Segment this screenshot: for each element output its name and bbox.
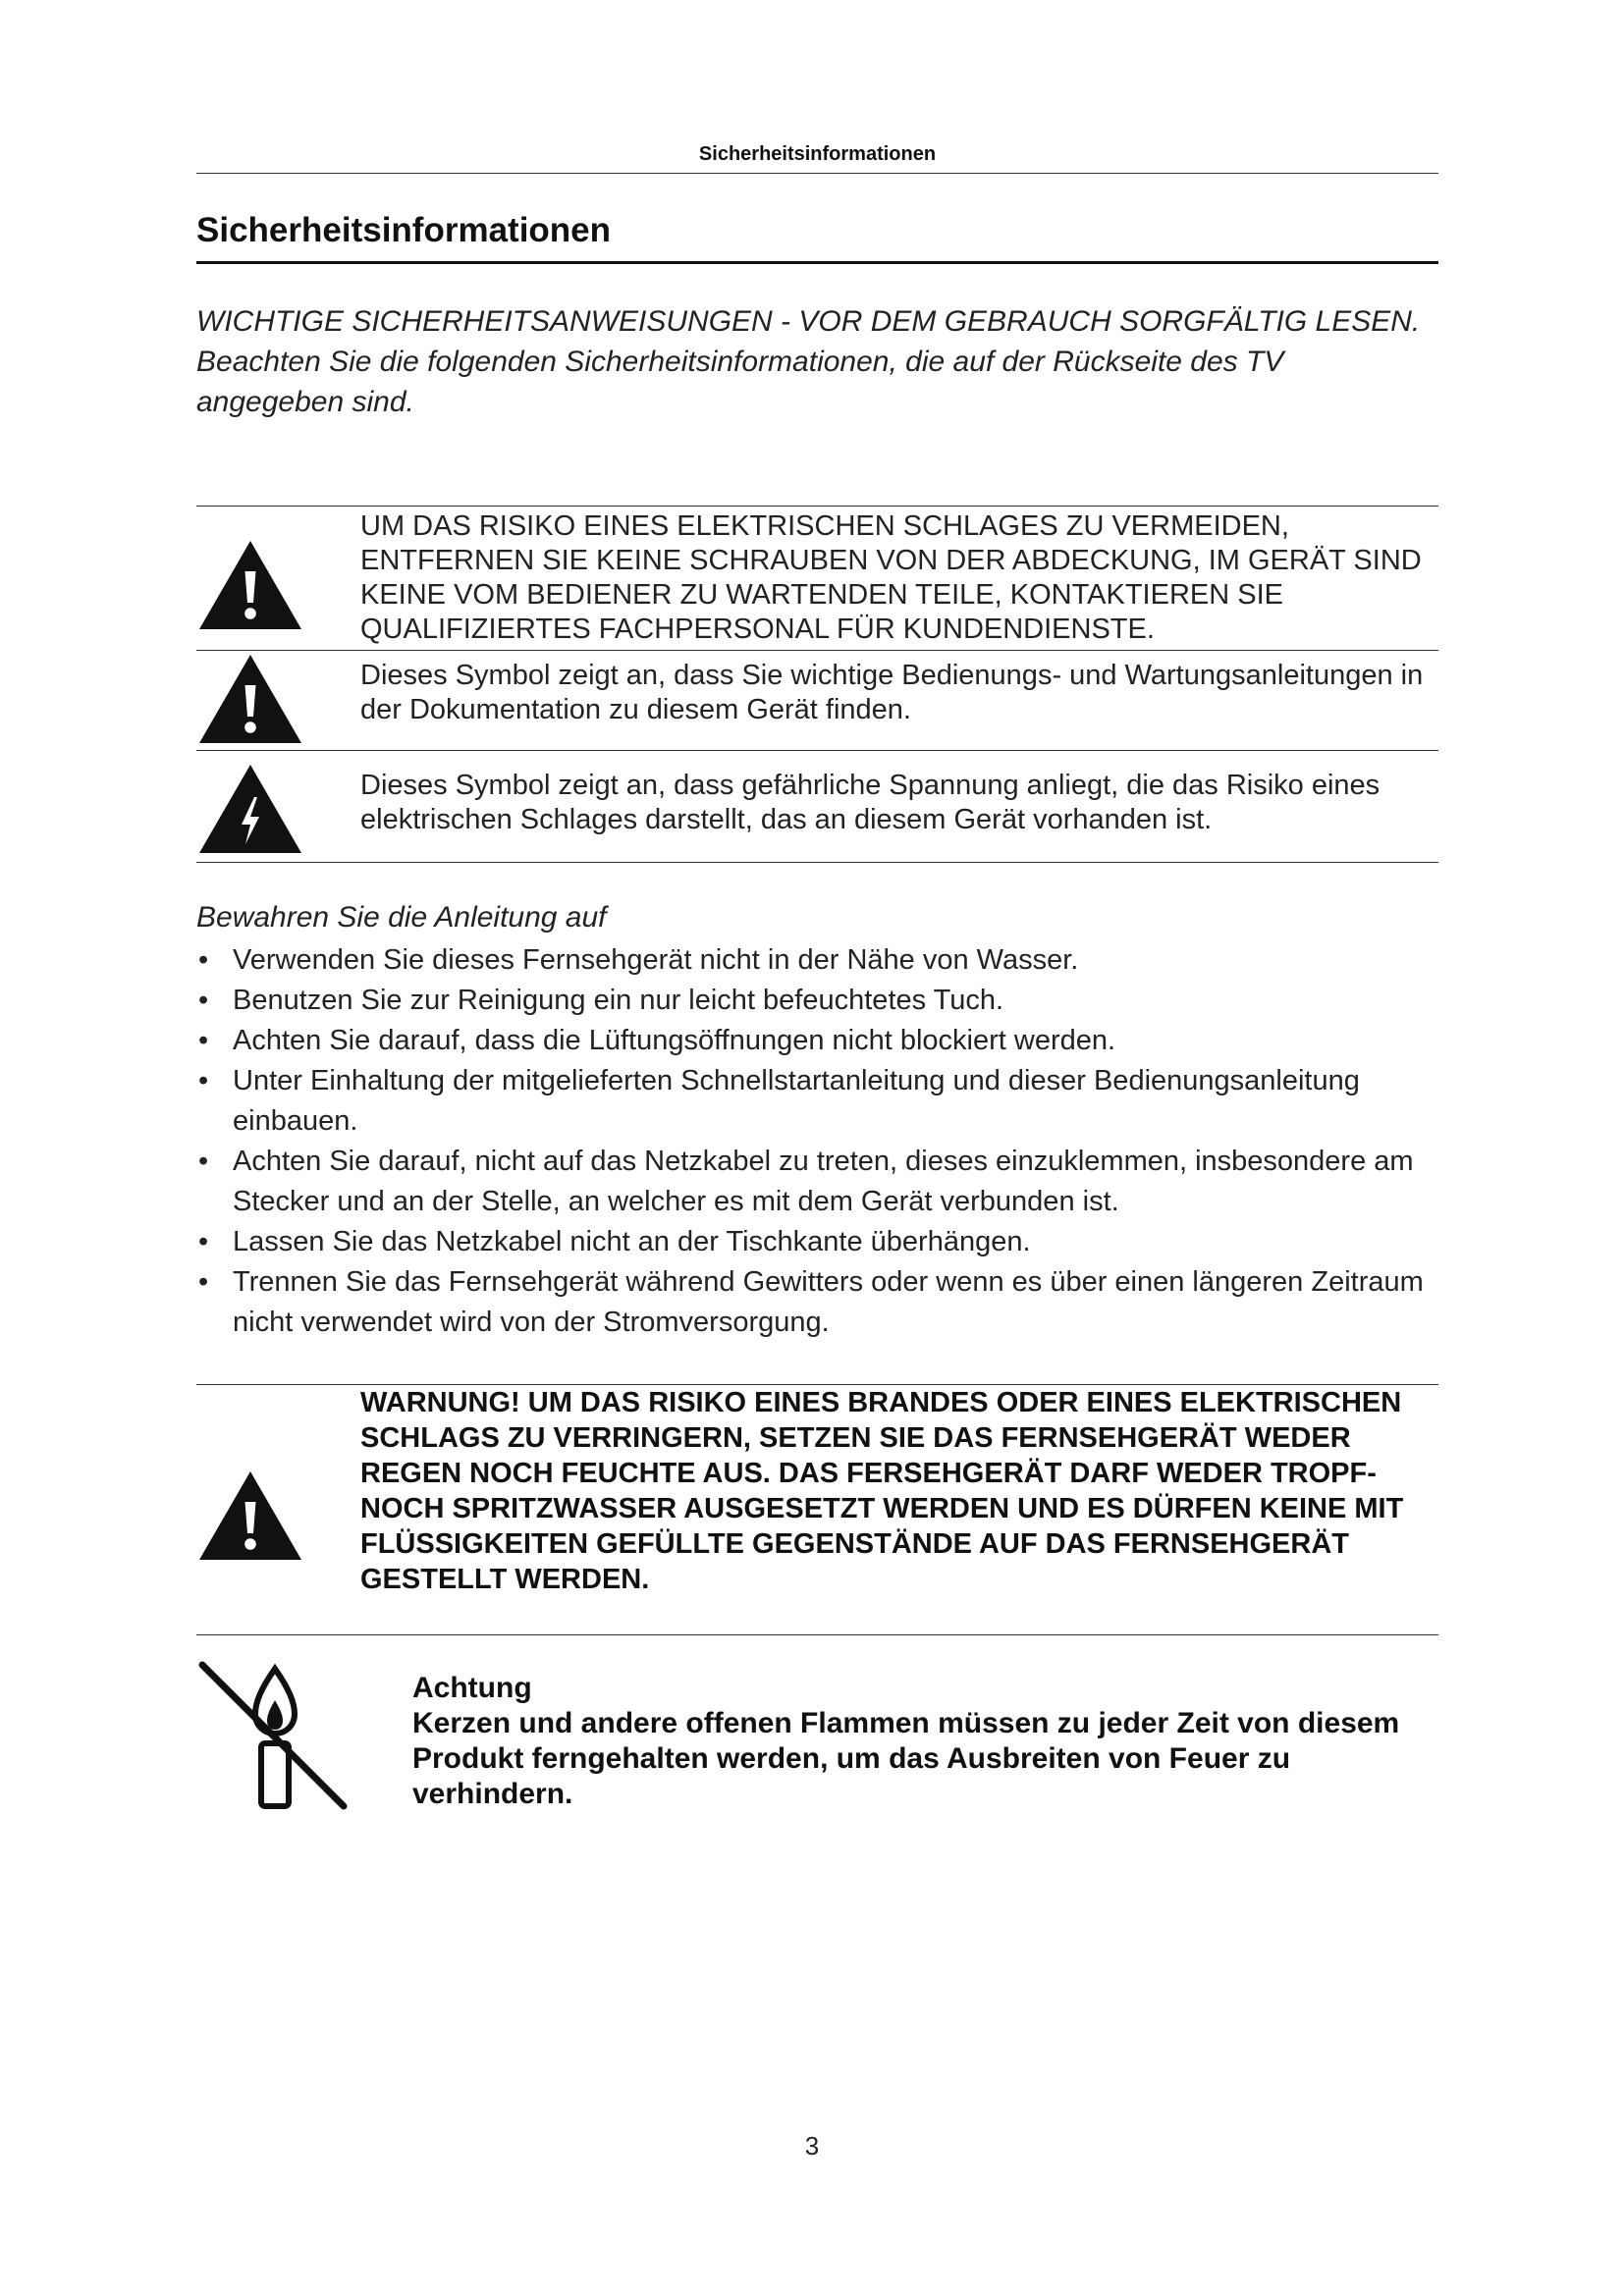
exclamation-warning-icon	[196, 538, 304, 632]
intro-reference-note: Beachten Sie die folgenden Sicherheitsinformationen, die auf der Rückseite des TV angegeben sind.	[196, 346, 1284, 418]
header-rule	[196, 173, 1438, 174]
caution-block	[412, 1671, 1443, 1812]
symbol-text-instructions: Dieses Symbol zeigt an, dass Sie wichtige Bedienungs- und Wartungsanleitungen in der Dokumentation zu diesem Gerät finden.	[360, 660, 1424, 725]
symbol-text-service: UM DAS RISIKO EINES ELEKTRISCHEN SCHLAGES ZU VERMEIDEN, ENTFERNEN SIE KEINE SCHRAUBEN VON DER ABDECKUNG, IM GERÄT SIND KEINE VOM BEDIENER ZU WARTENDEN TEILE, KONTAKTIEREN SIE QUALIFIZIERTES FACHPERSONAL FÜR KUNDENDIENSTE.	[360, 510, 1422, 645]
warning-text: WARNUNG! UM DAS RISIKO EINES BRANDES ODER EINES ELEKTRISCHEN SCHLAGS ZU VERRINGERN, SETZEN SIE DAS FERNSEHGERÄT WEDER REGEN NOCH FEUCHTE AUS. DAS FERSEHGERÄT DARF WEDER TROPF- NOCH SPRITZWASSER AUSGESETZT WERDEN UND ES DÜRFEN KEINE MIT FLÜSSIGKEITEN GEFÜLLTE GEGENSTÄNDE AUF DAS FERNSEHGERÄT GESTELLT WERDEN.	[360, 1387, 1404, 1595]
caution-text: Kerzen und andere offenen Flammen müssen zu jeder Zeit von diesem Produkt ferngehalten werden, um das Ausbreiten von Feuer zu verhindern.	[412, 1707, 1400, 1810]
no-open-flame-icon	[196, 1659, 353, 1816]
page-number: 3	[804, 2131, 820, 2161]
list-item: • Benutzen Sie zur Reinigung ein nur leicht befeuchtetes Tuch.	[196, 981, 1453, 1021]
symbol-row-service	[196, 508, 1438, 648]
list-item: • Achten Sie darauf, nicht auf das Netzkabel zu treten, dieses einzuklemmen, insbesondere am Stecker und an der Stelle, an welcher es mit dem Gerät verbunden ist.	[196, 1142, 1453, 1222]
list-item: • Lassen Sie das Netzkabel nicht an der Tischkante überhängen.	[196, 1222, 1453, 1262]
title-rule	[196, 261, 1438, 264]
caution-title: Achtung	[412, 1672, 532, 1704]
exclamation-warning-icon	[196, 652, 304, 746]
symbol-row-instructions	[196, 652, 1438, 750]
warning-rule-bottom	[196, 1634, 1438, 1635]
lightning-warning-icon	[196, 762, 304, 856]
symbol-row-voltage	[196, 752, 1438, 860]
symbol-table-rule	[196, 750, 1438, 751]
running-header: Sicherheitsinformationen	[698, 143, 937, 165]
symbol-text-voltage: Dieses Symbol zeigt an, dass gefährliche Spannung anliegt, die das Risiko eines elektrischen Schlages darstellt, das an diesem Gerät vorhanden ist.	[360, 770, 1380, 835]
exclamation-warning-icon	[196, 1468, 304, 1563]
symbol-table-rule-bottom	[196, 862, 1438, 863]
symbol-table-rule-top	[196, 506, 1438, 507]
intro-important-notice: WICHTIGE SICHERHEITSANWEISUNGEN - VOR DEM GEBRAUCH SORGFÄLTIG LESEN.	[196, 305, 1421, 338]
list-item: • Unter Einhaltung der mitgelieferten Schnellstartanleitung und dieser Bedienungsanleitung einbauen.	[196, 1061, 1453, 1142]
page-title: Sicherheitsinformationen	[196, 211, 612, 249]
list-item: • Achten Sie darauf, dass die Lüftungsöffnungen nicht blockiert werden.	[196, 1021, 1453, 1061]
list-item: • Verwenden Sie dieses Fernsehgerät nicht in der Nähe von Wasser.	[196, 940, 1453, 981]
intro-block	[196, 301, 1438, 422]
symbol-table-rule	[196, 650, 1438, 651]
list-item: • Trennen Sie das Fernsehgerät während Gewitters oder wenn es über einen längeren Zeitraum nicht verwendet wird von der Stromversorgung.	[196, 1262, 1453, 1343]
instructions-subtitle: Bewahren Sie die Anleitung auf	[196, 901, 607, 934]
instructions-list	[196, 940, 1453, 1343]
